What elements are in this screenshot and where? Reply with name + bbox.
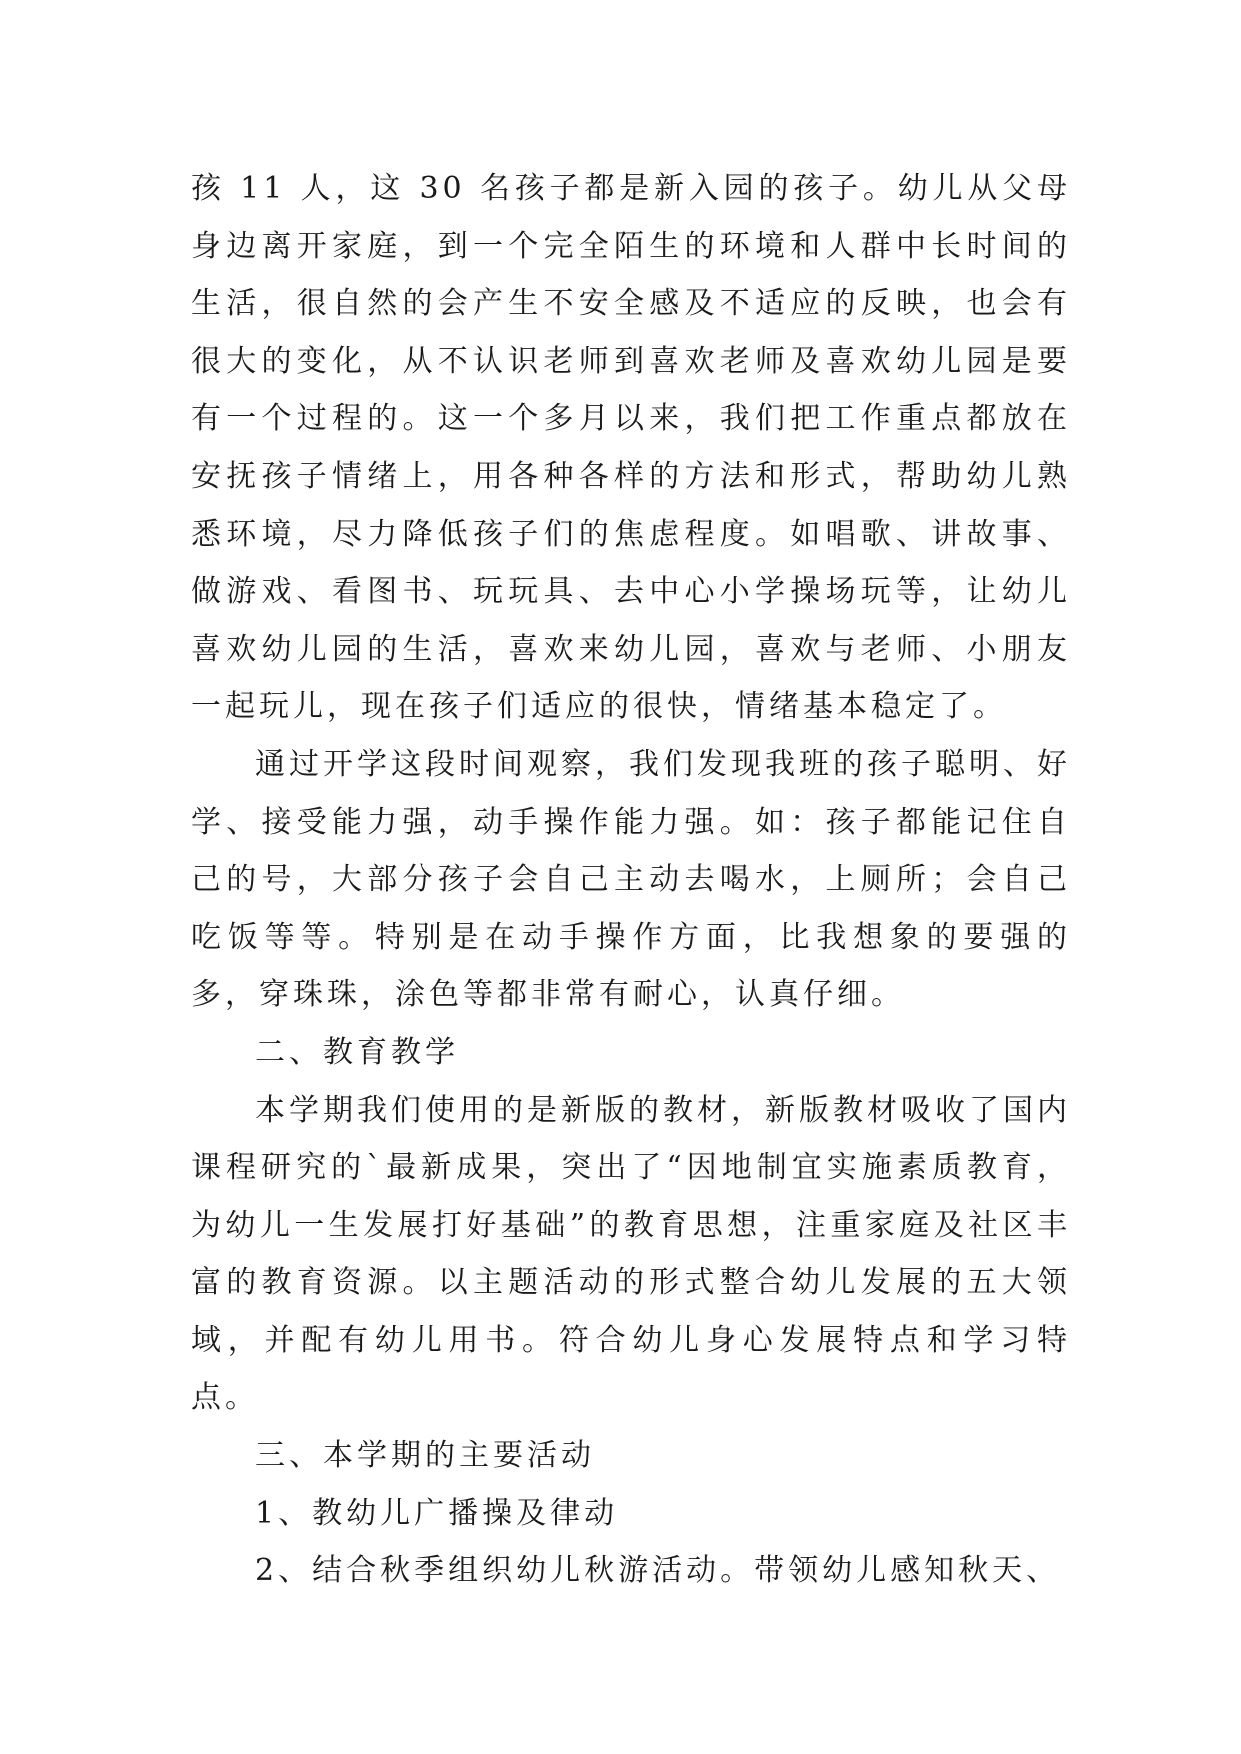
section-heading-activities: 三、本学期的主要活动 xyxy=(255,1438,595,1474)
list-item-activity-1: 1、教幼儿广播操及律动 xyxy=(255,1495,619,1531)
document-body xyxy=(191,160,1071,1600)
section-heading-education: 二、教育教学 xyxy=(255,1034,459,1070)
paragraph-curriculum: 本学期我们使用的是新版的教材，新版教材吸收了国内课程研究的`最新成果，突出了“因地制宜实施素质教育，为幼儿一生发展打好基础”的教育思想，注重家庭及社区丰富的教育资源。以主题活动的形式整合幼儿发展的五大领域，并配有幼儿用书。符合幼儿身心发展特点和学习特点。 xyxy=(191,1092,1071,1416)
list-item-activity-2: 2、结合秋季组织幼儿秋游活动。带领幼儿感知秋天、 xyxy=(255,1553,1061,1589)
paragraph-intro-continuation: 孩 11 人，这 30 名孩子都是新入园的孩子。幼儿从父母身边离开家庭，到一个完全陌生的环境和人群中长时间的生活，很自然的会产生不安全感及不适应的反映，也会有很大的变化，从不认识老师到喜欢老师及喜欢幼儿园是要有一个过程的。这一个多月以来，我们把工作重点都放在安抚孩子情绪上，用各种各样的方法和形式，帮助幼儿熟悉环境，尽力降低孩子们的焦虑程度。如唱歌、讲故事、做游戏、看图书、玩玩具、去中心小学操场玩等，让幼儿喜欢幼儿园的生活，喜欢来幼儿园，喜欢与老师、小朋友一起玩儿，现在孩子们适应的很快，情绪基本稳定了。 xyxy=(191,171,1071,725)
paragraph-observation: 通过开学这段时间观察，我们发现我班的孩子聪明、好学、接受能力强，动手操作能力强。如：孩子都能记住自己的号，大部分孩子会自己主动去喝水，上厕所；会自己吃饭等等。特别是在动手操作方面，比我想象的要强的多，穿珠珠，涂色等都非常有耐心，认真仔细。 xyxy=(191,746,1071,1013)
